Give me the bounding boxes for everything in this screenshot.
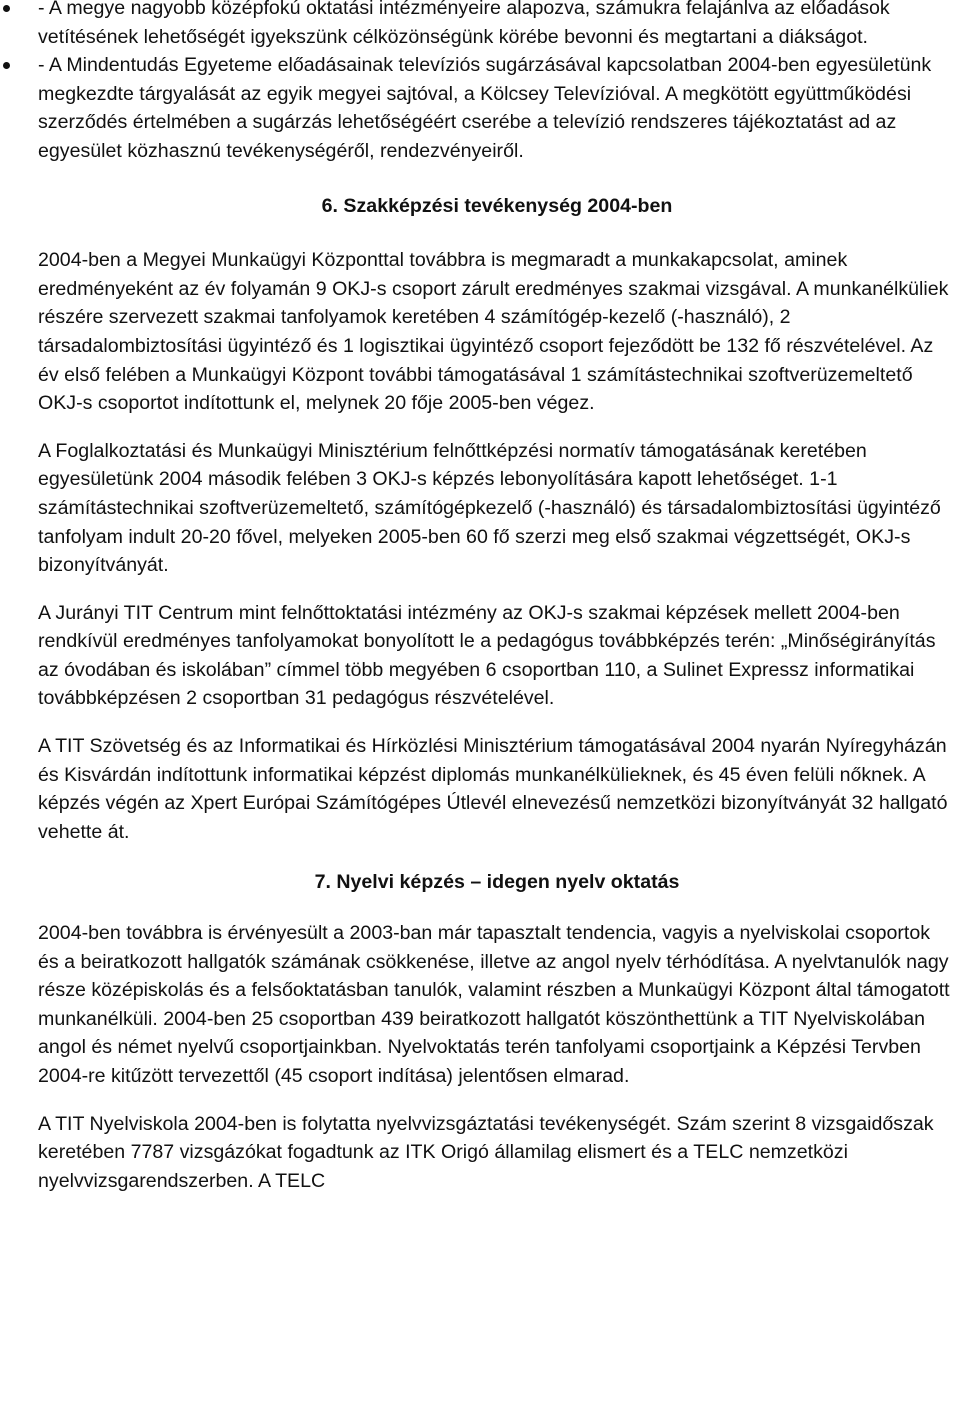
list-item-text: - A megye nagyobb középfokú oktatási intézményeire alapozva, számukra felajánlva az előadások vetítésének lehetőségét igyekszünk célközönségünk körébe bevonni és megtartani a diákságot. — [38, 0, 890, 48]
section-6-heading: 6. Szakképzési tevékenység 2004-ben — [321, 194, 673, 217]
bullet-list — [0, 0, 960, 166]
section-6-paragraph-1: 2004-ben a Megyei Munkaügyi Központtal továbbra is megmaradt a munkakapcsolat, aminek eredményeként az év folyamán 9 OKJ-s csoport zárult eredményes szakmai vizsgával. A munkanélküliek részére szervezett szakmai tanfolyamok keretében 4 számítógép-kezelő (-használó), 2 társadalombiztosítási ügyintéző és 1 logisztikai ügyintéző csoport fejeződött be 132 fő részvételével. Az év első felében a Munkaügyi Központ további támogatásával 1 számítástechnikai szoftverüzemeltető OKJ-s csoportot indítottunk el, melynek 20 fője 2005-ben végez. — [38, 249, 949, 415]
section-6-paragraph-4: A TIT Szövetség és az Informatikai és Hírközlési Minisztérium támogatásával 2004 nyarán Nyíregyházán és Kisvárdán indítottunk informatikai képzést diplomás munkanélkülieknek, és 45 éven felüli nőknek. A képzés végén az Xpert Európai Számítógépes Útlevél elnevezésű nemzetközi bizonyítványát 32 hallgató vehette át. — [38, 735, 948, 843]
section-6-paragraph-2: A Foglalkoztatási és Munkaügyi Minisztérium felnőttképzési normatív támogatásának keretében egyesületünk 2004 második felében 3 OKJ-s képzés lebonyolítására kapott lehetőséget. 1-1 számítástechnikai szoftverüzemeltető, számítógépkezelő (-használó) és társadalombiztosítási ügyintéző tanfolyam indult 20-20 fővel, melyeken 2005-ben 60 fő szerzi meg első szakmai végzettségét, OKJ-s bizonyítványát. — [38, 439, 941, 577]
bullet-icon — [3, 62, 10, 69]
section-7-heading: 7. Nyelvi képzés – idegen nyelv oktatás — [314, 871, 680, 894]
list-item — [0, 51, 960, 165]
section-7-paragraph-1: 2004-ben továbbra is érvényesült a 2003-ban már tapasztalt tendencia, vagyis a nyelviskolai csoportok és a beiratkozott hallgatók számának csökkenése, illetve az angol nyelv térhódítása. A nyelvtanulók nagy része középiskolás és a felsőoktatásban tanulók, valamint részben a Munkaügyi Központ által támogatott munkanélküli. 2004-ben 25 csoportban 439 beiratkozott hallgatót köszönthettünk a TIT Nyelviskolában angol és német nyelvű csoportjainkban. Nyelvoktatás terén tanfolyami csoportjaink a Képzési Tervben 2004-re kitűzött tervezettől (45 csoport indítása) jelentősen elmarad. — [38, 922, 950, 1087]
section-7-paragraph-2: A TIT Nyelviskola 2004-ben is folytatta nyelvvizsgáztatási tevékenységét. Szám szerint 8 vizsgaidőszak keretében 7787 vizsgázókat fogadtunk az ITK Origó államilag elismert és a TELC nemzetközi nyelvvizsgarendszerben. A TELC — [38, 1112, 934, 1192]
bullet-icon — [3, 5, 10, 12]
list-item-text: - A Mindentudás Egyeteme előadásainak televíziós sugárzásával kapcsolatban 2004-ben egyesületünk megkezdte tárgyalását az egyik megyei sajtóval, a Kölcsey Televízióval. A megkötött együttműködési szerződés értelmében a sugárzás lehetőségéért cserébe a televízió rendszeres tájékoztatást ad az egyesület közhasznú tevékenységéről, rendezvényeiről. — [38, 54, 932, 162]
section-6-paragraph-3: A Jurányi TIT Centrum mint felnőttoktatási intézmény az OKJ-s szakmai képzések mellett 2004-ben rendkívül eredményes tanfolyamokat bonyolított le a pedagógus továbbképzés terén: „Minőségirányítás az óvodában és iskolában” címmel több megyében 6 csoportban 110, a Sulinet Expressz informatikai továbbképzésen 2 csoportban 31 pedagógus részvételével. — [38, 601, 936, 710]
list-item — [0, 0, 960, 51]
